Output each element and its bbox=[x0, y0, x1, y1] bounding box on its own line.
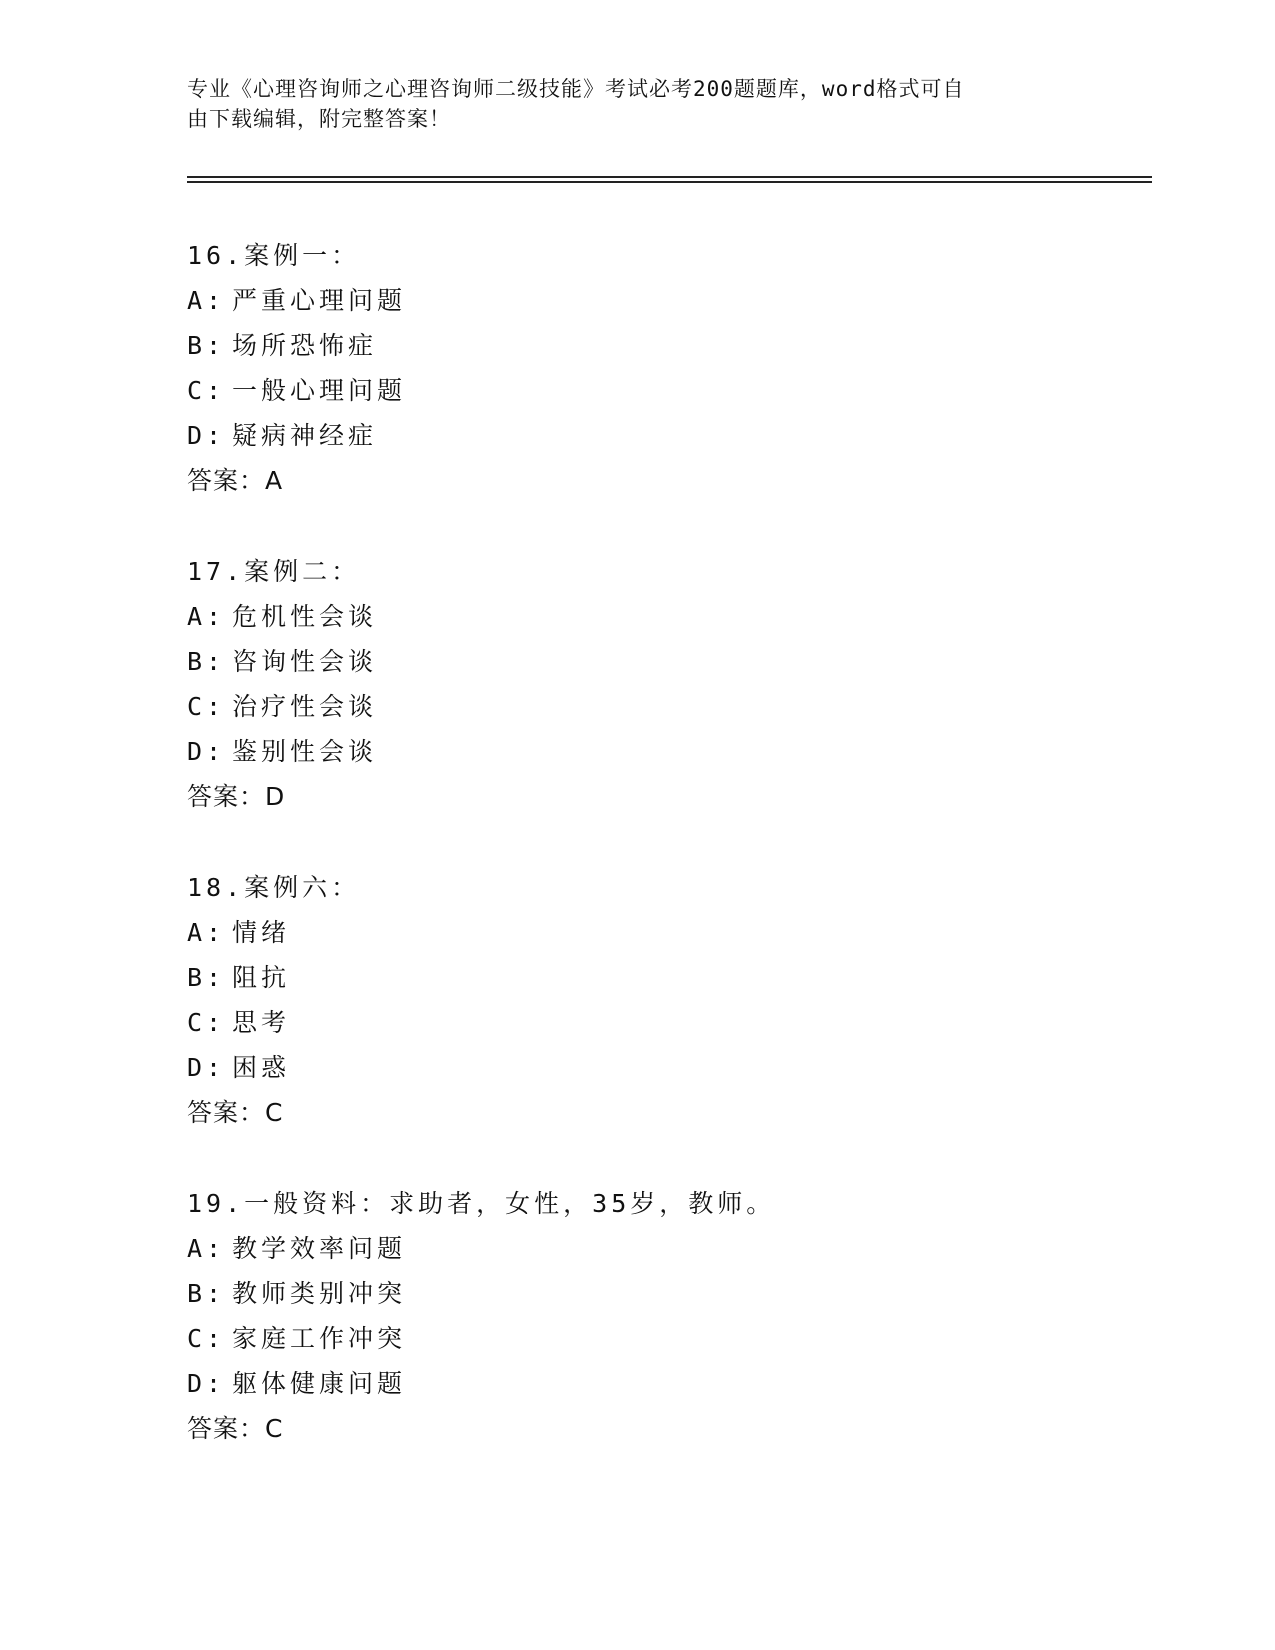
option-text: 教学效率问题 bbox=[232, 1234, 407, 1263]
header-divider-bottom bbox=[187, 181, 1152, 183]
option-c bbox=[187, 1000, 1147, 1045]
question-stem: 17.案例二： bbox=[187, 557, 361, 586]
option-text: 困惑 bbox=[232, 1053, 291, 1082]
header-divider-top bbox=[187, 176, 1152, 178]
option-label: B: bbox=[187, 331, 226, 360]
option-b bbox=[187, 955, 1147, 1000]
option-text: 教师类别冲突 bbox=[232, 1279, 407, 1308]
question-16 bbox=[187, 233, 1147, 503]
option-label: C: bbox=[187, 376, 226, 405]
header-line-1: 专业《心理咨询师之心理咨询师二级技能》考试必考200题题库，word格式可自 bbox=[187, 77, 965, 101]
option-label: A: bbox=[187, 602, 226, 631]
option-d bbox=[187, 729, 1147, 774]
option-text: 思考 bbox=[232, 1008, 291, 1037]
question-stem: 18.案例六： bbox=[187, 873, 361, 902]
option-label: C: bbox=[187, 1324, 226, 1353]
option-label: C: bbox=[187, 692, 226, 721]
option-label: B: bbox=[187, 963, 226, 992]
option-d bbox=[187, 413, 1147, 458]
option-text: 鉴别性会谈 bbox=[232, 737, 378, 766]
answer-line: 答案：A bbox=[187, 466, 284, 495]
option-text: 一般心理问题 bbox=[232, 376, 407, 405]
option-text: 严重心理问题 bbox=[232, 286, 407, 315]
question-18 bbox=[187, 865, 1147, 1135]
option-c bbox=[187, 1316, 1147, 1361]
answer-line: 答案：C bbox=[187, 1098, 284, 1127]
question-list bbox=[187, 233, 1147, 1497]
option-b bbox=[187, 323, 1147, 368]
option-a bbox=[187, 910, 1147, 955]
option-text: 危机性会谈 bbox=[232, 602, 378, 631]
option-text: 阻抗 bbox=[232, 963, 291, 992]
option-b bbox=[187, 1271, 1147, 1316]
option-label: B: bbox=[187, 1279, 226, 1308]
option-text: 治疗性会谈 bbox=[232, 692, 378, 721]
question-stem: 19.一般资料：求助者，女性，35岁，教师。 bbox=[187, 1189, 776, 1218]
answer-line: 答案：D bbox=[187, 782, 286, 811]
option-text: 躯体健康问题 bbox=[232, 1369, 407, 1398]
question-17 bbox=[187, 549, 1147, 819]
option-a bbox=[187, 594, 1147, 639]
option-label: D: bbox=[187, 1369, 226, 1398]
question-19 bbox=[187, 1181, 1147, 1451]
option-b bbox=[187, 639, 1147, 684]
option-a bbox=[187, 278, 1147, 323]
question-stem: 16.案例一： bbox=[187, 241, 361, 270]
answer-line: 答案：C bbox=[187, 1414, 284, 1443]
option-d bbox=[187, 1361, 1147, 1406]
option-label: B: bbox=[187, 647, 226, 676]
option-text: 情绪 bbox=[232, 918, 291, 947]
option-text: 场所恐怖症 bbox=[232, 331, 378, 360]
option-d bbox=[187, 1045, 1147, 1090]
document-header bbox=[187, 74, 1067, 134]
option-text: 咨询性会谈 bbox=[232, 647, 378, 676]
option-label: A: bbox=[187, 286, 226, 315]
option-c bbox=[187, 368, 1147, 413]
option-label: D: bbox=[187, 1053, 226, 1082]
option-c bbox=[187, 684, 1147, 729]
option-label: D: bbox=[187, 421, 226, 450]
option-text: 家庭工作冲突 bbox=[232, 1324, 407, 1353]
option-label: D: bbox=[187, 737, 226, 766]
option-label: C: bbox=[187, 1008, 226, 1037]
header-line-2: 由下载编辑，附完整答案！ bbox=[187, 107, 451, 131]
option-text: 疑病神经症 bbox=[232, 421, 378, 450]
option-a bbox=[187, 1226, 1147, 1271]
option-label: A: bbox=[187, 1234, 226, 1263]
option-label: A: bbox=[187, 918, 226, 947]
